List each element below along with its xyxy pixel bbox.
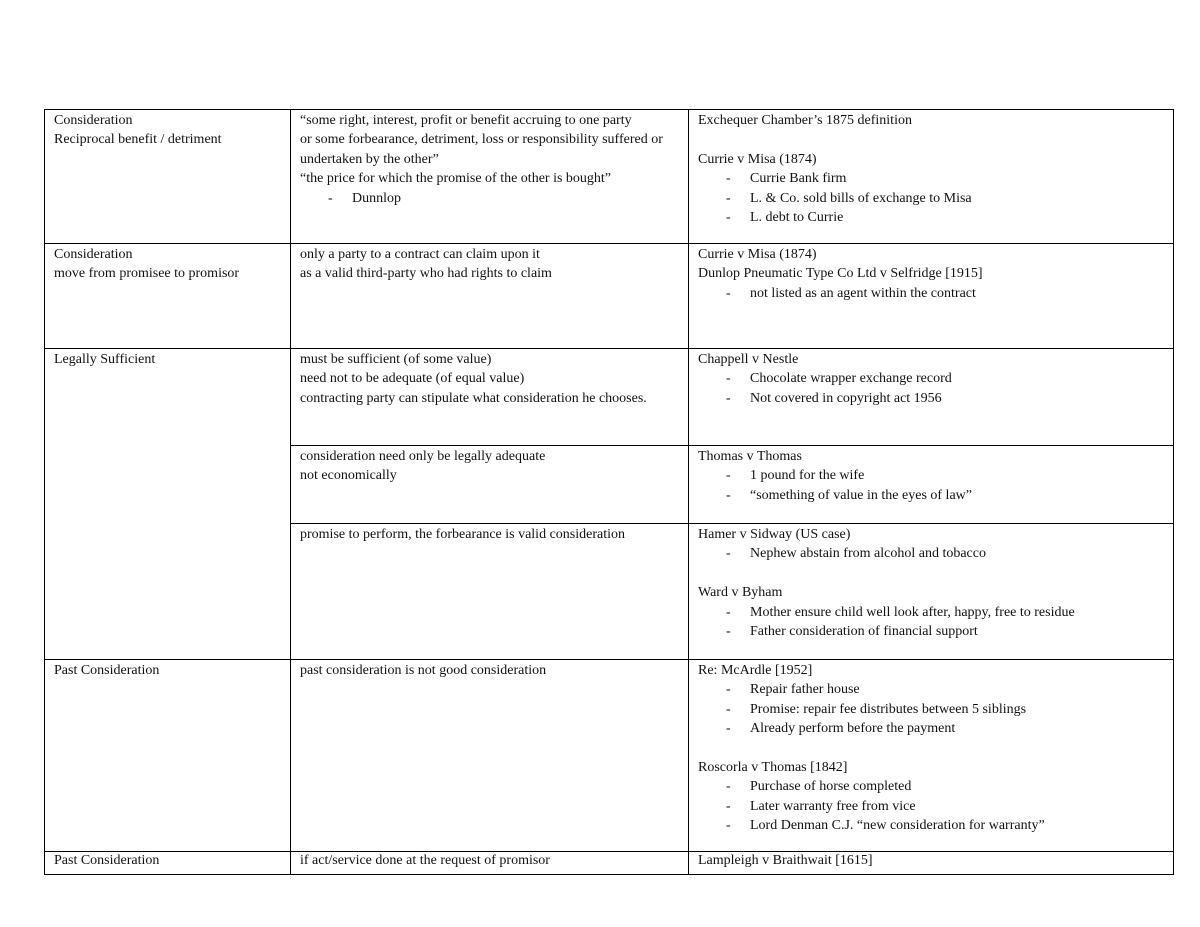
cases-cell <box>689 524 1174 660</box>
principle-cell <box>291 660 689 852</box>
principle-line: not economically <box>300 468 397 484</box>
bullet-item <box>698 719 1169 738</box>
bullet-item <box>698 777 1169 796</box>
bullet-item <box>698 544 1169 563</box>
bullet-item <box>698 816 1169 835</box>
bullet-text: - Mother ensure child well look after, happy, free to residue <box>750 604 1075 620</box>
table-row <box>45 244 1174 349</box>
case-line <box>698 130 1169 149</box>
bullet-item <box>698 603 1169 622</box>
cases-cell <box>689 852 1174 875</box>
case-line: Chappell v Nestle <box>698 352 799 367</box>
bullet-item <box>698 486 1169 505</box>
bullet-text: - Purchase of horse completed <box>750 779 912 795</box>
case-line: Roscorla v Thomas [1842] <box>698 760 848 776</box>
principle-cell <box>291 244 689 349</box>
case-line: Ward v Byham <box>698 585 783 601</box>
bullet-item <box>698 797 1169 816</box>
bullet-text: - Nephew abstain from alcohol and tobacco <box>750 546 986 562</box>
topic-cell <box>45 852 291 875</box>
principle-line: must be sufficient (of some value) <box>300 352 492 367</box>
bullet-text: - Repair father house <box>750 682 860 698</box>
bullet-item <box>698 700 1169 719</box>
table-row <box>45 349 1174 446</box>
cases-cell <box>689 349 1174 446</box>
bullet-item <box>698 208 1169 227</box>
principle-line: contracting party can stipulate what consideration he chooses. <box>300 390 647 406</box>
cases-cell <box>689 446 1174 524</box>
principle-line: as a valid third-party who had rights to claim <box>300 266 552 282</box>
bullet-text: - not listed as an agent within the contract <box>750 285 976 301</box>
table-row <box>45 110 1174 244</box>
principle-line: “some right, interest, profit or benefit accruing to one party <box>300 113 632 128</box>
cases-cell <box>689 110 1174 244</box>
case-line: Dunlop Pneumatic Type Co Ltd v Selfridge [1915] <box>698 266 983 282</box>
bullet-text: - Already perform before the payment <box>750 721 956 737</box>
bullet-item <box>698 284 1169 303</box>
principle-cell <box>291 524 689 660</box>
principle-line: only a party to a contract can claim upon it <box>300 247 540 262</box>
bullet-text: - L. debt to Currie <box>750 210 844 226</box>
case-line: Re: McArdle [1952] <box>698 663 813 678</box>
bullet-text: - Not covered in copyright act 1956 <box>750 390 942 406</box>
principle-line: “the price for which the promise of the other is bought” <box>300 171 612 187</box>
principle-cell <box>291 446 689 524</box>
principle-cell <box>291 852 689 875</box>
principle-line: consideration need only be legally adequate <box>300 449 546 464</box>
case-line: Exchequer Chamber’s 1875 definition <box>698 113 912 128</box>
principle-cell <box>291 110 689 244</box>
bullet-text: - L. & Co. sold bills of exchange to Misa <box>750 190 972 206</box>
topic-line: Past Consideration <box>54 663 160 678</box>
table-row <box>45 852 1174 875</box>
bullet-item <box>698 169 1169 188</box>
notes-table <box>44 109 1174 875</box>
principle-line: need not to be adequate (of equal value) <box>300 371 525 387</box>
cases-cell <box>689 660 1174 852</box>
principle-line: past consideration is not good consideration <box>300 663 547 678</box>
topic-cell <box>45 660 291 852</box>
bullet-text: - 1 pound for the wife <box>750 468 865 484</box>
principle-line: promise to perform, the forbearance is valid consideration <box>300 527 625 542</box>
case-line <box>698 739 1169 758</box>
case-line: Lampleigh v Braithwait [1615] <box>698 853 873 868</box>
topic-line: Legally Sufficient <box>54 352 156 367</box>
topic-line: Past Consideration <box>54 853 160 868</box>
case-line: Currie v Misa (1874) <box>698 247 817 262</box>
principle-cell <box>291 349 689 446</box>
bullet-item <box>698 466 1169 485</box>
topic-cell <box>45 110 291 244</box>
case-line <box>698 564 1169 583</box>
bullet-item <box>698 369 1169 388</box>
bullet-text: - Later warranty free from vice <box>750 798 916 814</box>
topic-line: Reciprocal benefit / detriment <box>54 132 222 148</box>
bullet-text: - Currie Bank firm <box>750 171 847 187</box>
topic-cell <box>45 244 291 349</box>
bullet-item <box>698 389 1169 408</box>
principle-line: or some forbearance, detriment, loss or responsibility suffered or undertaken by the other” <box>300 132 667 167</box>
bullet-text: - Dunnlop <box>352 190 401 206</box>
case-line: Hamer v Sidway (US case) <box>698 527 851 542</box>
bullet-item <box>698 680 1169 699</box>
bullet-item <box>300 189 684 208</box>
bullet-item <box>698 189 1169 208</box>
cases-cell <box>689 244 1174 349</box>
topic-line: Consideration <box>54 247 133 262</box>
principle-line: if act/service done at the request of promisor <box>300 853 550 868</box>
bullet-text: - Promise: repair fee distributes between 5 siblings <box>750 701 1027 717</box>
bullet-text: - “something of value in the eyes of law” <box>750 487 972 503</box>
bullet-text: - Chocolate wrapper exchange record <box>750 371 952 387</box>
topic-line: move from promisee to promisor <box>54 266 240 282</box>
topic-cell <box>45 349 291 660</box>
table-row <box>45 660 1174 852</box>
topic-line: Consideration <box>54 113 133 128</box>
case-line: Thomas v Thomas <box>698 449 802 464</box>
bullet-item <box>698 622 1169 641</box>
bullet-text: - Father consideration of financial support <box>750 624 978 640</box>
bullet-text: - Lord Denman C.J. “new consideration for warranty” <box>750 818 1045 834</box>
case-line: Currie v Misa (1874) <box>698 151 817 167</box>
